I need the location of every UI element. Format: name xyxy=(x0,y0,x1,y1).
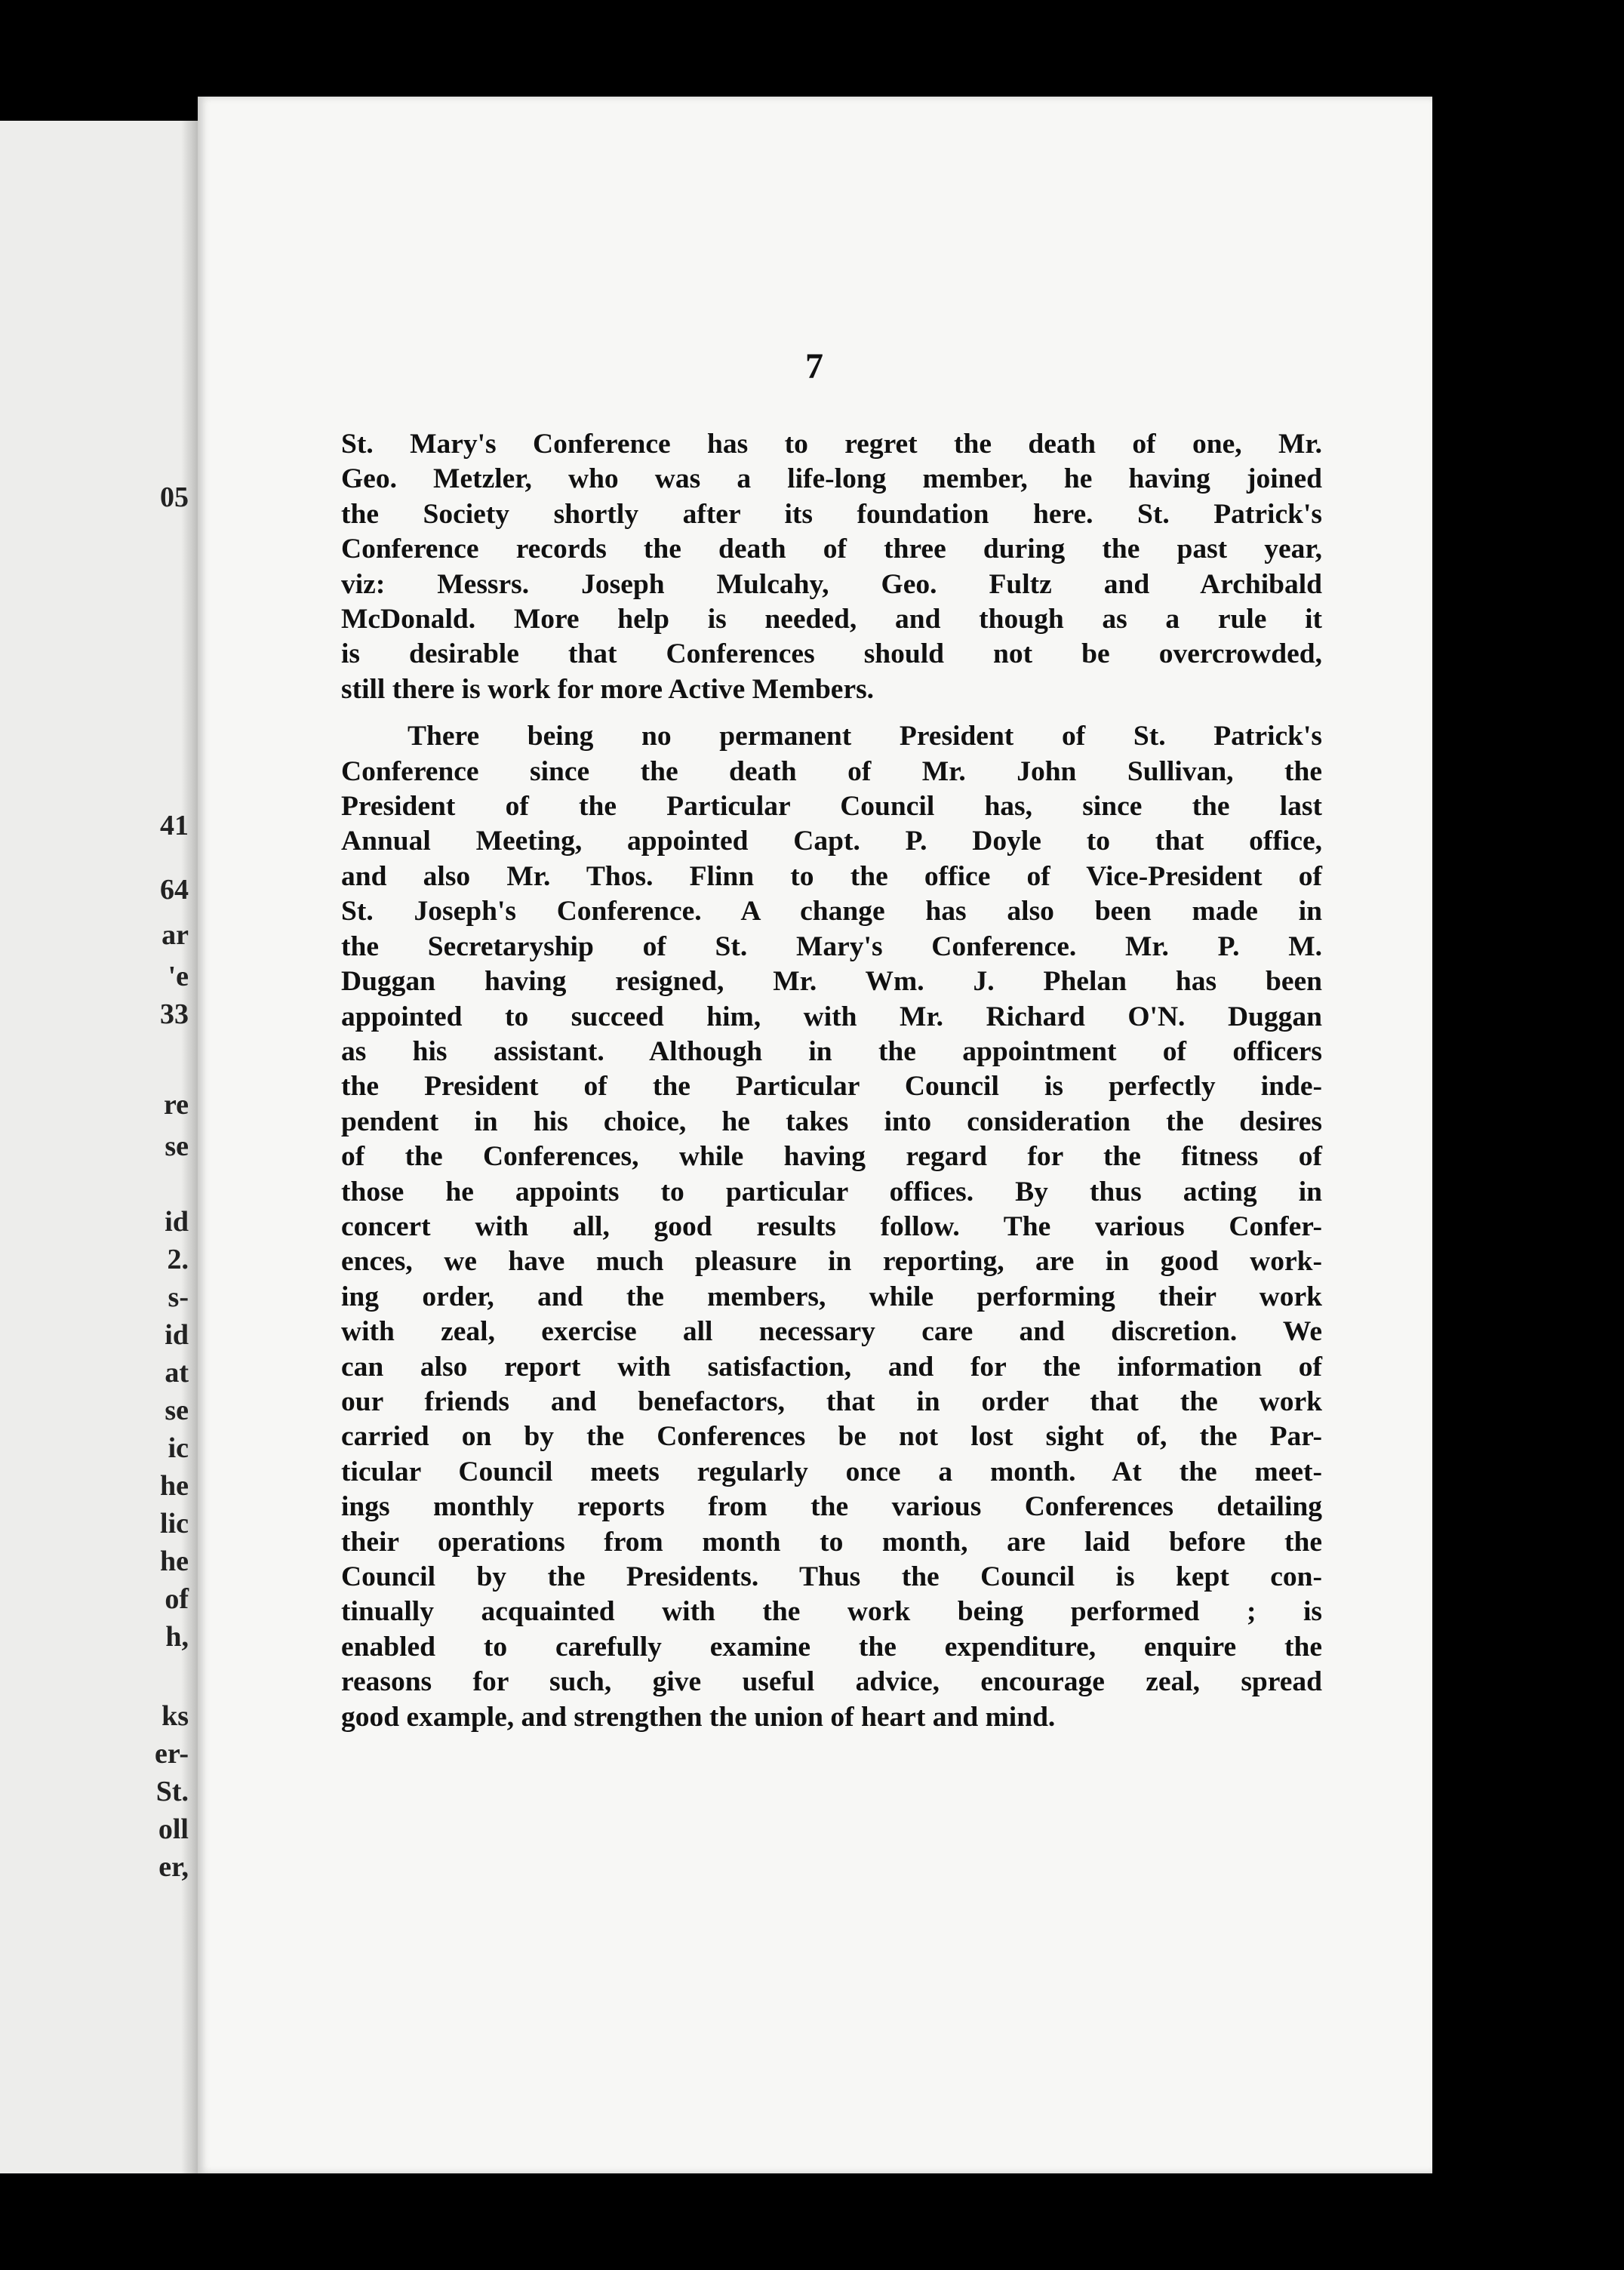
previous-page xyxy=(0,121,198,2173)
text-line: their operations from month to month, are laid before the xyxy=(341,1526,1322,1558)
previous-page-fragment: 2. xyxy=(167,1244,189,1275)
text-line: St. Mary's Conference has to regret the death of one, Mr. xyxy=(341,429,1322,460)
page-number: 7 xyxy=(805,346,823,386)
previous-page-fragment: 'e xyxy=(168,961,189,992)
text-line: still there is work for more Active Members. xyxy=(341,673,875,705)
previous-page-fragment: he xyxy=(160,1546,189,1577)
text-line: Geo. Metzler, who was a life-long member, he having joined xyxy=(341,463,1322,495)
text-line: pendent in his choice, he takes into consideration the desires xyxy=(341,1106,1322,1137)
text-line: carried on by the Conferences be not lost sight of, the Par- xyxy=(341,1421,1322,1453)
text-line: McDonald. More help is needed, and though as a rule it xyxy=(341,604,1322,635)
previous-page-fragment: of xyxy=(165,1583,189,1615)
previous-page-fragment: lic xyxy=(160,1508,189,1539)
previous-page-fragment: 33 xyxy=(160,998,189,1030)
text-line: enabled to carefully examine the expenditure, enquire the xyxy=(341,1631,1322,1663)
text-line: our friends and benefactors, that in order that the work xyxy=(341,1386,1322,1417)
text-line: ticular Council meets regularly once a month. At the meet- xyxy=(341,1456,1322,1487)
text-line: reasons for such, give useful advice, encourage zeal, spread xyxy=(341,1666,1322,1698)
previous-page-fragment: h, xyxy=(165,1621,189,1653)
text-line: St. Joseph's Conference. A change has also been made in xyxy=(341,896,1322,927)
previous-page-fragment: re xyxy=(163,1089,189,1121)
paragraph xyxy=(341,719,1322,1735)
text-line: is desirable that Conferences should not be overcrowded, xyxy=(341,638,1322,670)
text-line: with zeal, exercise all necessary care and discretion. We xyxy=(341,1316,1322,1348)
text-line: those he appoints to particular offices. By thus acting in xyxy=(341,1176,1322,1207)
text-line: good example, and strengthen the union of heart and mind. xyxy=(341,1701,1056,1733)
text-line: the Secretaryship of St. Mary's Conference. Mr. P. M. xyxy=(341,930,1322,962)
previous-page-fragment: he xyxy=(160,1470,189,1502)
text-line: Conference since the death of Mr. John Sullivan, the xyxy=(341,755,1322,787)
previous-page-fragment: at xyxy=(165,1357,189,1389)
text-line: There being no permanent President of St. Patrick's xyxy=(408,721,1322,752)
text-line: the President of the Particular Council is perfectly inde- xyxy=(341,1071,1322,1103)
text-line: Council by the Presidents. Thus the Council is kept con- xyxy=(341,1561,1322,1592)
text-line: President of the Particular Council has, since the last xyxy=(341,791,1322,823)
text-line: appointed to succeed him, with Mr. Richard O'N. Duggan xyxy=(341,1001,1322,1032)
text-line: Duggan having resigned, Mr. Wm. J. Phelan has been xyxy=(341,966,1322,998)
previous-page-fragment: s- xyxy=(168,1281,189,1313)
previous-page-fragment: se xyxy=(165,1395,189,1426)
text-line: viz: Messrs. Joseph Mulcahy, Geo. Fultz and Archibald xyxy=(341,568,1322,600)
text-line: as his assistant. Although in the appointment of officers xyxy=(341,1035,1322,1067)
previous-page-fragment: ar xyxy=(161,919,189,951)
previous-page-fragment: St. xyxy=(155,1776,189,1807)
previous-page-fragment: ks xyxy=(161,1700,189,1732)
previous-page-fragment: er- xyxy=(155,1738,189,1770)
previous-page-fragment: id xyxy=(165,1206,189,1238)
body-text xyxy=(341,427,1322,1735)
text-line: tinually acquainted with the work being performed ; is xyxy=(341,1596,1322,1628)
document-page xyxy=(198,97,1432,2173)
text-line: ing order, and the members, while performing their work xyxy=(341,1281,1322,1312)
text-line: and also Mr. Thos. Flinn to the office of Vice-President of xyxy=(341,860,1322,892)
previous-page-fragment: er, xyxy=(158,1851,189,1883)
text-line: can also report with satisfaction, and for the information of xyxy=(341,1351,1322,1383)
previous-page-fragment: 41 xyxy=(160,810,189,841)
previous-page-fragment: ic xyxy=(168,1432,189,1464)
text-line: ings monthly reports from the various Conferences detailing xyxy=(341,1491,1322,1523)
text-line: concert with all, good results follow. The various Confer- xyxy=(341,1210,1322,1242)
previous-page-fragment: 05 xyxy=(160,481,189,513)
text-line: of the Conferences, while having regard for the fitness of xyxy=(341,1141,1322,1173)
text-line: Conference records the death of three during the past year, xyxy=(341,534,1322,565)
previous-page-fragment: oll xyxy=(158,1813,189,1845)
text-line: Annual Meeting, appointed Capt. P. Doyle to that office, xyxy=(341,826,1322,857)
previous-page-fragment: id xyxy=(165,1319,189,1351)
text-line: ences, we have much pleasure in reporting, are in good work- xyxy=(341,1246,1322,1278)
previous-page-fragment: se xyxy=(165,1130,189,1162)
paragraph xyxy=(341,427,1322,707)
text-line: the Society shortly after its foundation here. St. Patrick's xyxy=(341,498,1322,530)
previous-page-fragment: 64 xyxy=(160,874,189,906)
